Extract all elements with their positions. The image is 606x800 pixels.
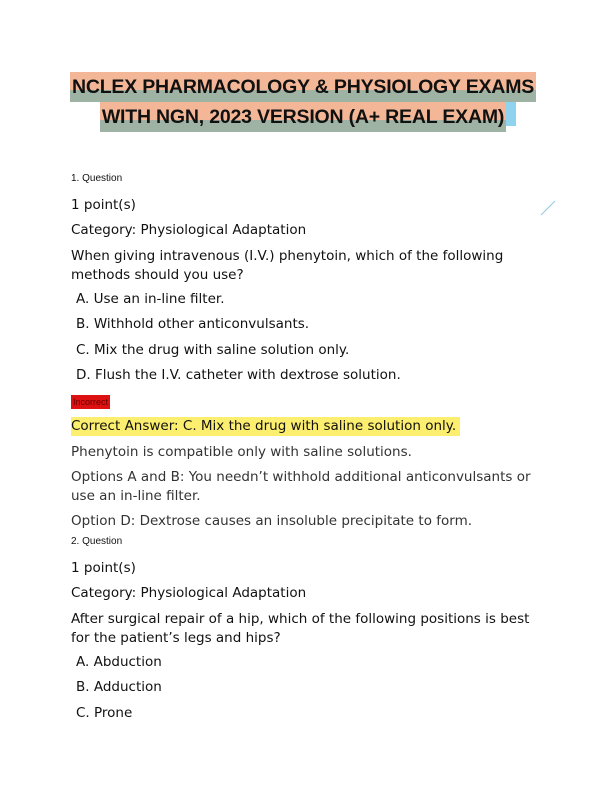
incorrect-badge: Incorrect: [73, 397, 109, 407]
explanation-text: Options A and B: You needn’t withhold additional anticonvulsants or use an in-line filter.: [71, 469, 531, 504]
document-title: [0, 72, 606, 132]
explanation-text: Phenytoin is compatible only with saline solutions.: [71, 444, 412, 460]
correct-answer: Correct Answer: C. Mix the drug with saline solution only.: [71, 417, 460, 436]
answer-option-b[interactable]: B. Adduction: [76, 679, 162, 695]
decorative-stroke: [540, 200, 560, 216]
question-category: Category: Physiological Adaptation: [71, 585, 307, 601]
title-line-2: WITH NGN, 2023 VERSION (A+ REAL EXAM): [100, 102, 506, 132]
answer-option-c[interactable]: C. Prone: [76, 705, 133, 721]
question-number: 2. Question: [71, 536, 123, 547]
question-points: 1 point(s): [71, 560, 136, 576]
question-category: Category: Physiological Adaptation: [71, 222, 307, 238]
question-stem: After surgical repair of a hip, which of the following positions is best for the patient’s legs and hips?: [71, 611, 530, 646]
question-stem: When giving intravenous (I.V.) phenytoin, which of the following methods should you use?: [71, 248, 504, 283]
answer-option-d[interactable]: D. Flush the I.V. catheter with dextrose solution.: [76, 367, 401, 383]
title-line-1: NCLEX PHARMACOLOGY & PHYSIOLOGY EXAMS: [70, 72, 536, 102]
answer-option-a[interactable]: A. Abduction: [76, 654, 162, 670]
answer-option-a[interactable]: A. Use an in-line filter.: [76, 291, 225, 307]
question-points: 1 point(s): [71, 197, 136, 213]
question-number: 1. Question: [71, 173, 123, 184]
explanation-text: Option D: Dextrose causes an insoluble precipitate to form.: [71, 513, 473, 529]
answer-option-c[interactable]: C. Mix the drug with saline solution only.: [76, 342, 350, 358]
answer-option-b[interactable]: B. Withhold other anticonvulsants.: [76, 316, 310, 332]
